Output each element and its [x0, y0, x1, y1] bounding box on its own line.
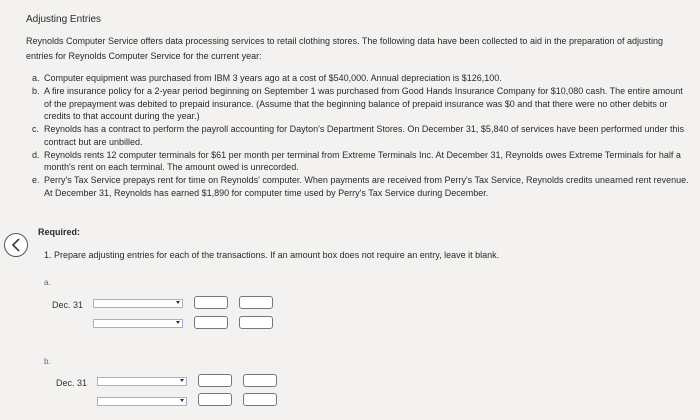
item-letter: d. [32, 149, 40, 160]
transaction-item-c [32, 123, 692, 148]
chevron-down-icon [176, 321, 180, 324]
transaction-item-a [32, 72, 692, 85]
transaction-item-d [32, 149, 692, 174]
page-title: Adjusting Entries [26, 14, 102, 25]
transaction-list [32, 72, 692, 200]
entry-a-credit-account-select[interactable] [93, 319, 183, 328]
entry-a-label: a. [44, 278, 51, 287]
entry-b-credit-amount-2[interactable] [243, 393, 277, 406]
chevron-down-icon [180, 399, 184, 402]
transaction-item-e [32, 174, 692, 199]
entry-a-date: Dec. 31 [52, 300, 84, 310]
transaction-item-b [32, 85, 692, 123]
item-text: A fire insurance policy for a 2-year period beginning on September 1 was purchased from Good Hands Insurance Company for $10,080 cash. The entire amount of the prepayment was debited to prepaid insurance. (Assume that the beginning balance of prepaid insurance was $0 and that there were no other debits or credits to that account during the year.) [44, 86, 683, 121]
entry-a-credit-amount-2[interactable] [239, 316, 273, 329]
item-text: Reynolds rents 12 computer terminals for $61 per month per terminal from Extreme Terminals Inc. At December 31, Reynolds owes Extreme Terminals for half a month's rent on each terminal. The amount owed is unrecorded. [44, 149, 681, 172]
entry-a-credit-amount-1[interactable] [239, 296, 273, 309]
intro-paragraph: Reynolds Computer Service offers data processing services to retail clothing stores. The following data have been collected to aid in the preparation of adjusting entries for Reynolds Computer Service for the current year: [26, 36, 664, 61]
required-heading: Required: [38, 227, 81, 237]
item-letter: b. [32, 86, 40, 96]
item-letter: a. [32, 73, 40, 83]
item-text: Perry's Tax Service prepays rent for time on Reynolds' computer. When payments are received from Perry's Tax Service, Reynolds credits unearned rent revenue. At December 31, Reynolds has earned $1,890 for computer time used by Perry's Tax Service during December. [44, 175, 689, 198]
entry-b-credit-amount-1[interactable] [243, 374, 277, 387]
entry-b-debit-amount-2[interactable] [198, 393, 232, 406]
entry-a-debit-amount-1[interactable] [194, 296, 228, 309]
chevron-down-icon [176, 301, 180, 304]
entry-b-debit-account-select[interactable] [97, 377, 187, 386]
entry-a-debit-amount-2[interactable] [194, 316, 228, 329]
question-text: 1. Prepare adjusting entries for each of the transactions. If an amount box does not require an entry, leave it blank. [44, 250, 500, 260]
entry-b-debit-amount-1[interactable] [198, 374, 232, 387]
entry-b-credit-account-select[interactable] [97, 397, 187, 406]
item-letter: e. [32, 175, 40, 185]
item-text: Reynolds has a contract to perform the payroll accounting for Dayton's Department Stores. On December 31, $5,840 of services have been performed under this contract but are unbilled. [44, 124, 685, 147]
entry-b-date: Dec. 31 [56, 378, 88, 388]
chevron-left-icon [10, 238, 22, 252]
back-button[interactable] [4, 233, 28, 257]
chevron-down-icon [180, 379, 184, 382]
entry-a-debit-account-select[interactable] [93, 299, 183, 308]
entry-b-label: b. [44, 357, 51, 366]
item-text: Computer equipment was purchased from IBM 3 years ago at a cost of $540,000. Annual depreciation is $126,100. [44, 73, 502, 83]
item-letter: c. [32, 124, 40, 134]
